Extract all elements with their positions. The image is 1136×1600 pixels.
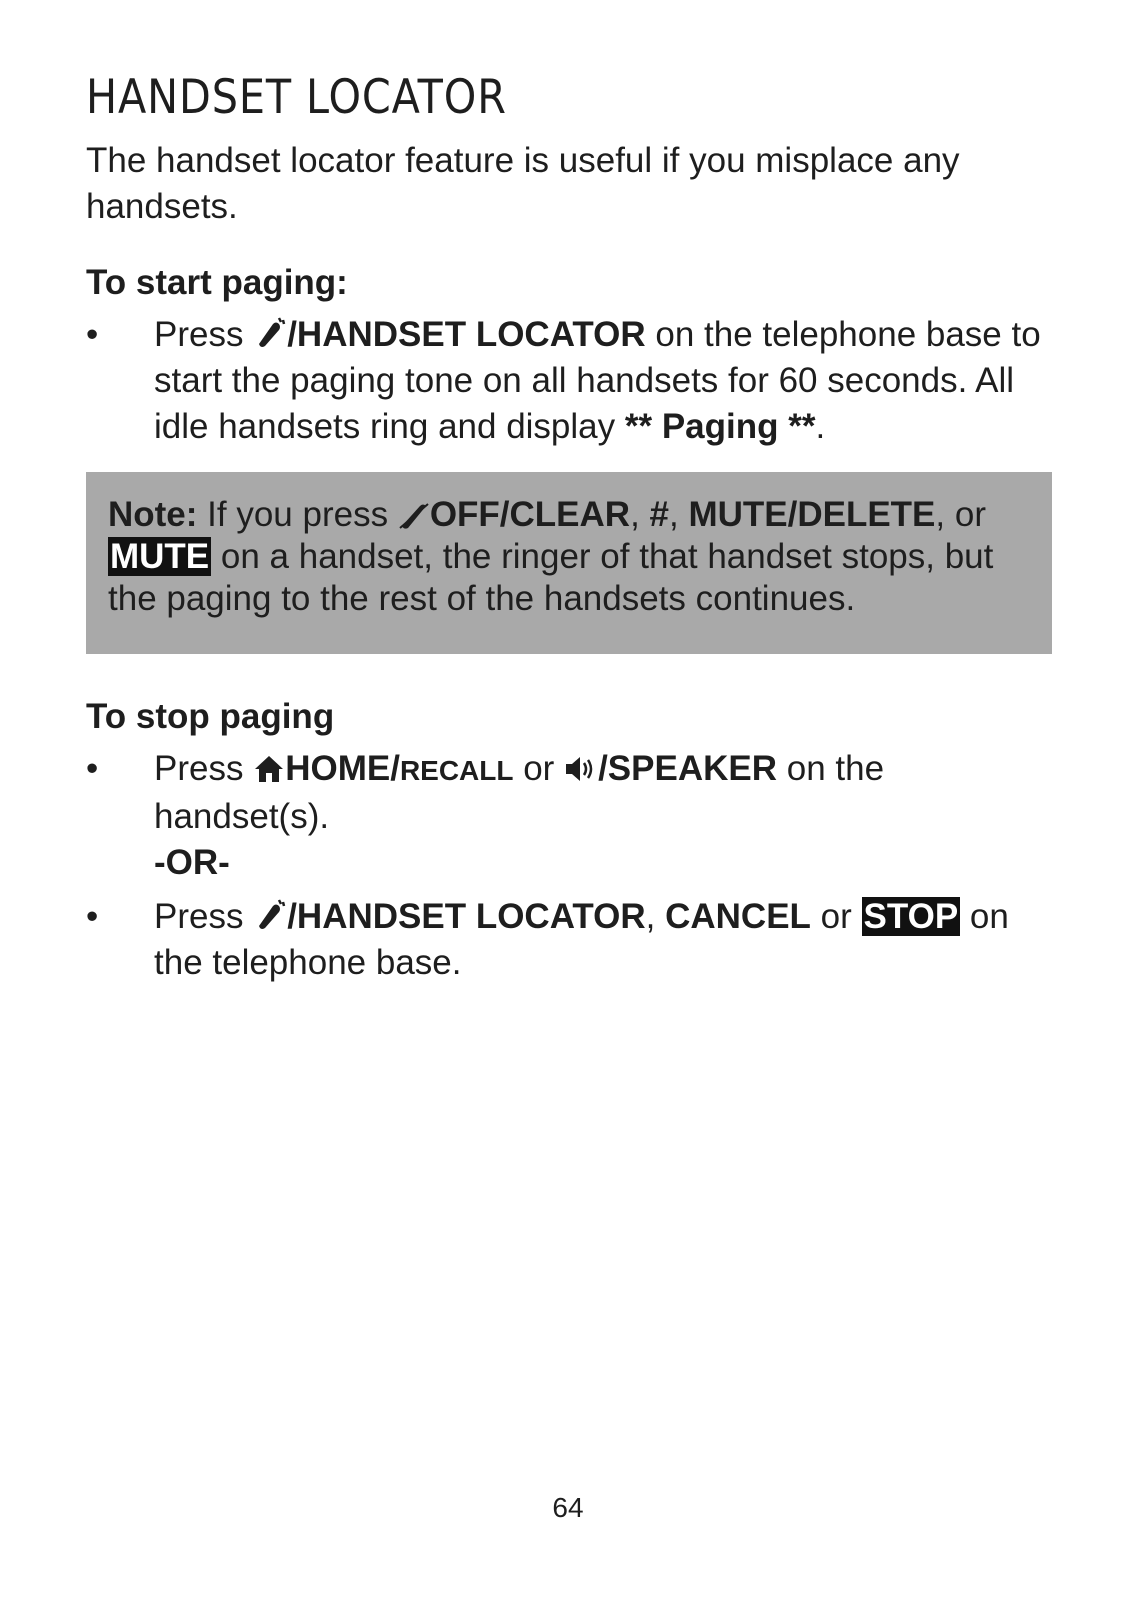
handset-locator-icon: [253, 316, 287, 350]
speaker-icon: [564, 754, 598, 784]
stop-key-label: STOP: [863, 897, 959, 936]
handset-locator-icon: [253, 898, 287, 932]
note-box: Note: If you press OFF/CLEAR, #, MUTE/DELETE, or MUTE on a handset, the ringer of that handset stops, but the paging to the rest of the handsets continues.: [86, 472, 1052, 654]
mute-key-label: MUTE: [110, 537, 210, 576]
bullet-dot: •: [86, 897, 99, 936]
page-content: [86, 70, 1052, 986]
bullet-dot: •: [86, 315, 99, 354]
intro-text: The handset locator feature is useful if you misplace any handsets.: [86, 141, 960, 226]
off-clear-icon: [398, 500, 430, 530]
or-separator: -OR-: [154, 843, 230, 882]
stop-paging-step-2: • Press /HANDSET LOCATOR, CANCEL or STOP on the telephone base.: [86, 894, 1052, 986]
start-paging-heading: To start paging:: [86, 263, 348, 302]
start-paging-step: • Press /HANDSET LOCATOR on the telephone base to start the paging tone on all handsets for 60 seconds. All idle handsets ring and display ** Paging **.: [86, 312, 1052, 450]
stop-paging-step-1: • Press HOME/RECALL or /SPEAKER on the handset(s). -OR-: [86, 746, 1052, 886]
note-label: Note:: [108, 495, 198, 534]
page-number: 64: [552, 1492, 584, 1523]
home-icon: [253, 754, 285, 784]
bullet-dot: •: [86, 749, 99, 788]
page-title: HANDSET LOCATOR: [86, 70, 507, 125]
stop-paging-heading: To stop paging: [86, 697, 335, 736]
